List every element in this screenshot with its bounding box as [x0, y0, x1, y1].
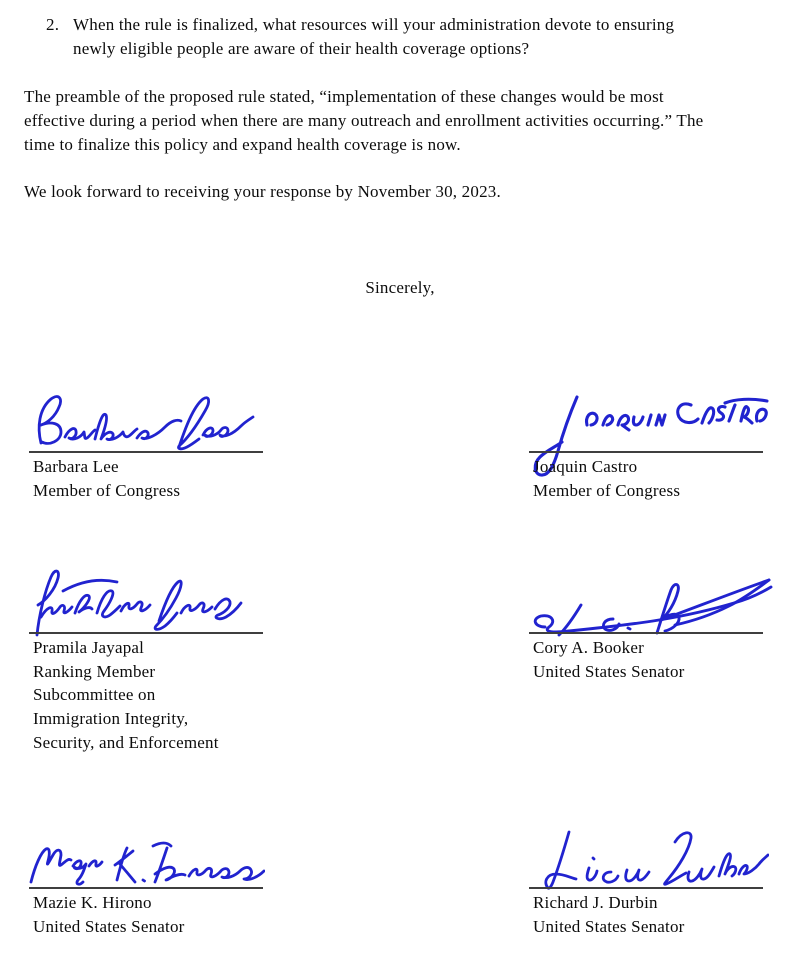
signature-cory-booker-image [529, 577, 774, 639]
question-text [73, 13, 674, 61]
paragraph-line-1: The preamble of the proposed rule stated, “implementation of these changes would be most [24, 87, 664, 106]
preamble-paragraph [24, 85, 703, 157]
signatory-title: United States Senator [533, 661, 685, 681]
signatory-title: Member of Congress [33, 480, 181, 500]
signature-line [529, 451, 763, 453]
signature-pramila-jayapal-image [29, 563, 244, 637]
signature-line [29, 451, 263, 453]
closing-sincerely: Sincerely, [365, 278, 435, 297]
signatory-title: Member of Congress [533, 480, 681, 500]
response-deadline-text: We look forward to receiving your response by November 30, 2023. [24, 182, 501, 201]
signature-line [29, 632, 263, 634]
question-line-2: newly eligible people are aware of their health coverage options? [73, 39, 530, 58]
signatory-name: Barbara Lee [33, 457, 119, 476]
signatory-name: Pramila Jayapal [33, 638, 145, 657]
signature-line [529, 887, 763, 889]
signature-richard-durbin-image [529, 826, 769, 890]
question-line-1: When the rule is finalized, what resources will your administration devote to ensuring [73, 15, 675, 34]
signatory-title: Subcommittee on [33, 685, 156, 705]
signature-barbara-lee-image [29, 393, 264, 453]
signatory-title: Ranking Member [33, 661, 156, 681]
paragraph-line-3: time to finalize this policy and expand health coverage is now. [24, 135, 461, 154]
paragraph-line-2: effective during a period when there are many outreach and enrollment activities occurring.” The [24, 111, 704, 130]
signatory-title: Immigration Integrity, [33, 709, 189, 729]
question-item-2 [46, 13, 674, 61]
signature-line [529, 632, 763, 634]
signature-mazie-hirono-image [25, 832, 265, 890]
signatory-title: United States Senator [33, 916, 185, 936]
signatory-name: Richard J. Durbin [533, 893, 658, 912]
list-item-number: 2. [46, 15, 60, 34]
signatory-name: Joaquin Castro [533, 457, 638, 476]
signatory-name: Cory A. Booker [533, 638, 644, 657]
signatory-title: Security, and Enforcement [33, 732, 219, 752]
signatory-name: Mazie K. Hirono [33, 893, 152, 912]
signatory-title: United States Senator [533, 916, 685, 936]
signature-line [29, 887, 263, 889]
